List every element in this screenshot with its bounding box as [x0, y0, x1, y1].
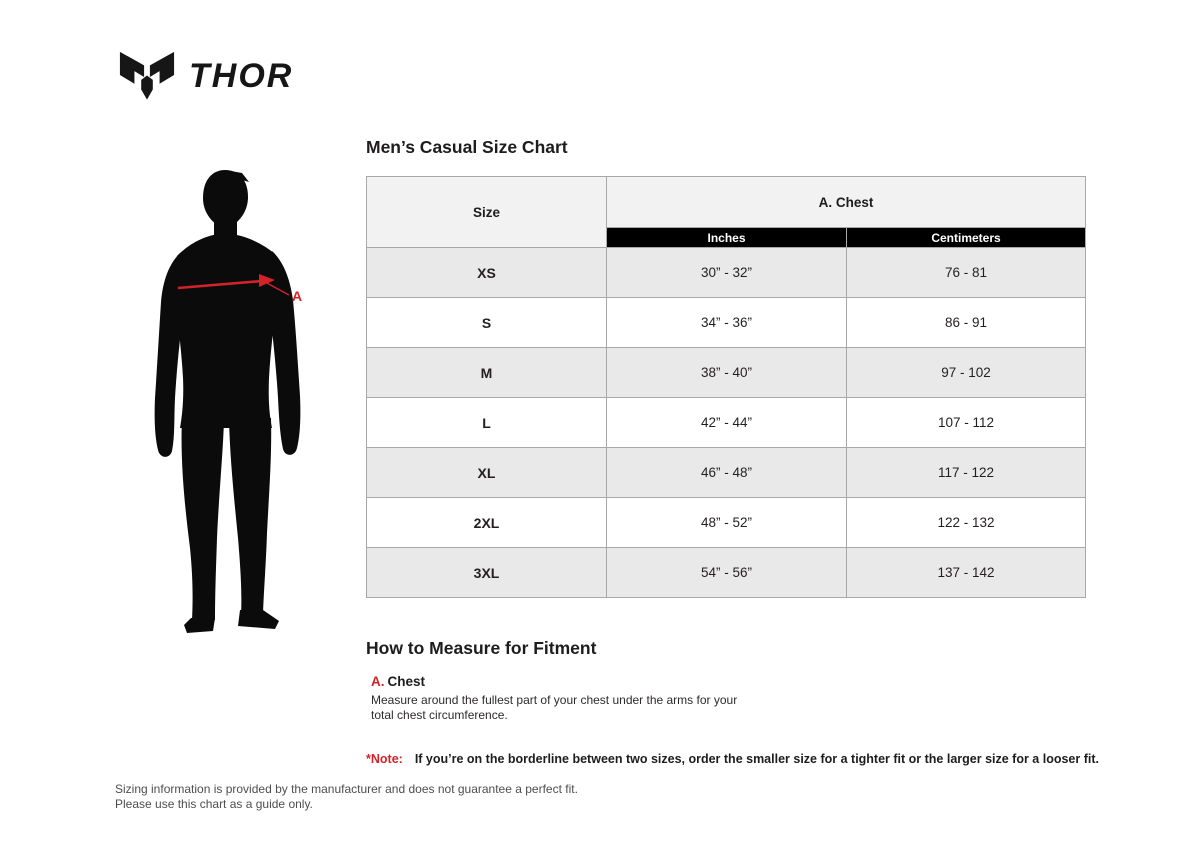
inches-value: 30” - 32”	[607, 248, 847, 298]
size-label: 2XL	[367, 498, 607, 548]
male-silhouette-icon	[145, 168, 310, 646]
inches-value: 38” - 40”	[607, 348, 847, 398]
sizing-note	[366, 752, 1099, 766]
column-header-chest: A. Chest	[607, 177, 1086, 228]
table-row-2xl	[367, 498, 1086, 548]
inches-value: 34” - 36”	[607, 298, 847, 348]
inches-value: 42” - 44”	[607, 398, 847, 448]
table-row-l	[367, 398, 1086, 448]
disclaimer-line-2: Please use this chart as a guide only.	[115, 796, 313, 811]
size-chart-title: Men’s Casual Size Chart	[366, 137, 568, 157]
column-header-centimeters: Centimeters	[847, 228, 1086, 248]
brand-wordmark: THOR	[189, 56, 294, 95]
centimeters-value: 76 - 81	[847, 248, 1086, 298]
column-header-size: Size	[367, 177, 607, 248]
table-row-s	[367, 298, 1086, 348]
marker-label-a: A	[292, 288, 303, 304]
centimeters-value: 107 - 112	[847, 398, 1086, 448]
measure-chest-description: Measure around the fullest part of your chest under the arms for your total chest circumference.	[371, 693, 738, 722]
table-row-m	[367, 348, 1086, 398]
table-row-xl	[367, 448, 1086, 498]
size-label: L	[367, 398, 607, 448]
table-row-xs	[367, 248, 1086, 298]
measure-name: Chest	[387, 674, 426, 689]
thor-horns-icon	[118, 50, 176, 102]
brand-logo	[118, 50, 293, 102]
size-label: 3XL	[367, 548, 607, 598]
size-label: S	[367, 298, 607, 348]
disclaimer-footer	[115, 782, 578, 811]
measure-letter: A.	[371, 674, 385, 689]
size-label: M	[367, 348, 607, 398]
size-label: XS	[367, 248, 607, 298]
body-silhouette-figure	[145, 168, 310, 646]
measure-chest-block	[371, 674, 756, 723]
size-label: XL	[367, 448, 607, 498]
how-to-measure-title: How to Measure for Fitment	[366, 638, 597, 658]
centimeters-value: 86 - 91	[847, 298, 1086, 348]
note-text: If you’re on the borderline between two sizes, order the smaller size for a tighter fit or the larger size for a looser fit.	[414, 752, 1099, 766]
centimeters-value: 122 - 132	[847, 498, 1086, 548]
inches-value: 48” - 52”	[607, 498, 847, 548]
inches-value: 46” - 48”	[607, 448, 847, 498]
column-header-inches: Inches	[607, 228, 847, 248]
centimeters-value: 137 - 142	[847, 548, 1086, 598]
inches-value: 54” - 56”	[607, 548, 847, 598]
table-row-3xl	[367, 548, 1086, 598]
measure-chest-heading	[371, 674, 756, 689]
centimeters-value: 97 - 102	[847, 348, 1086, 398]
table-header-row	[367, 177, 1086, 228]
size-chart-table	[366, 176, 1086, 598]
centimeters-value: 117 - 122	[847, 448, 1086, 498]
note-label: *Note:	[366, 752, 403, 766]
disclaimer-line-1: Sizing information is provided by the manufacturer and does not guarantee a perfect fit.	[115, 782, 578, 796]
